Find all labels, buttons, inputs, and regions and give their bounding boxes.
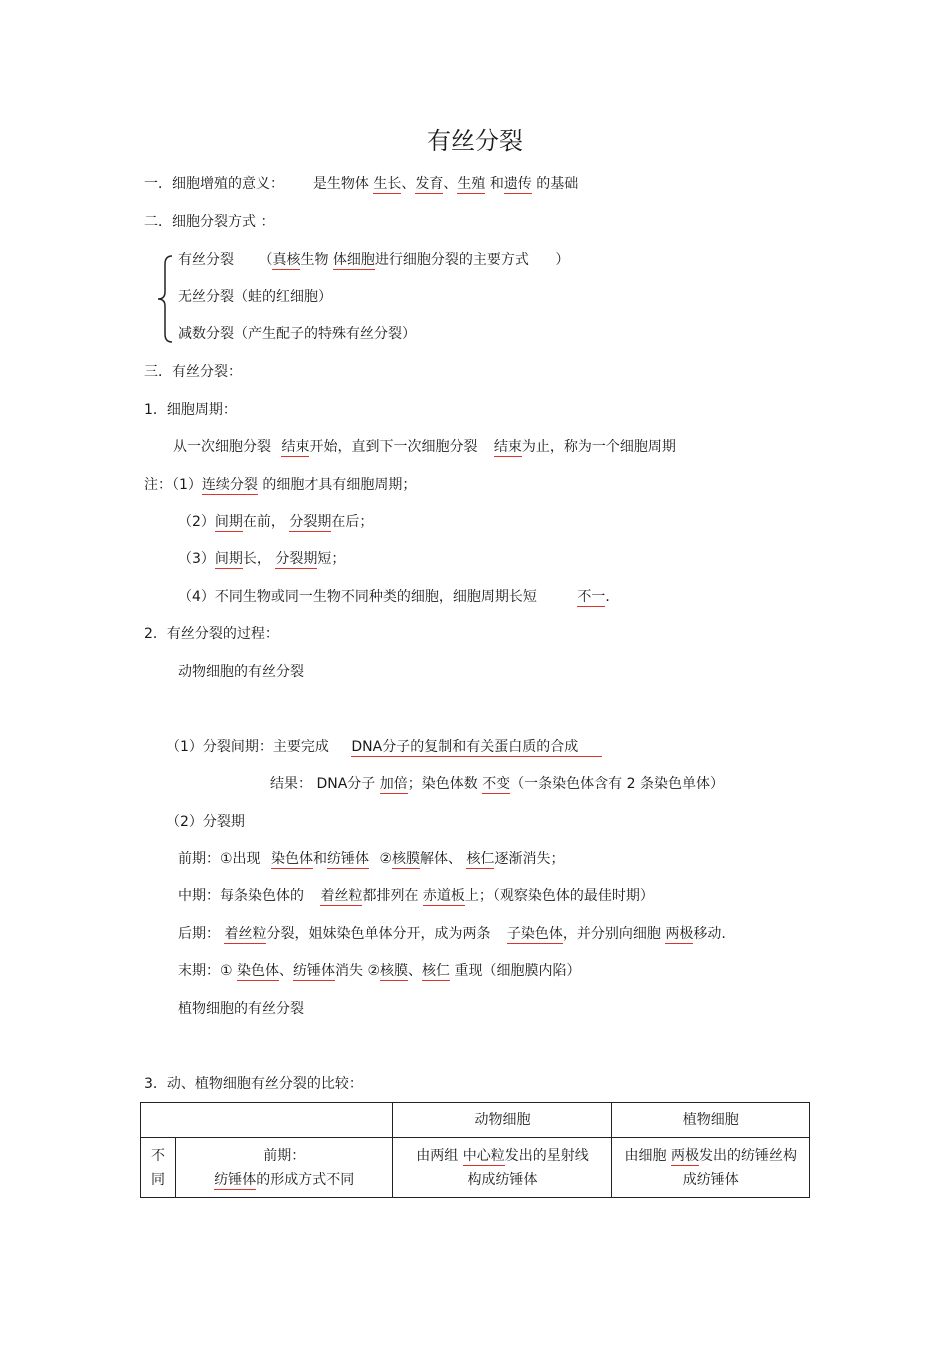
blank-answer: 中心粒 [462,1147,505,1164]
blank-answer: 纺锤体 [293,963,336,979]
blank-answer: DNA分子的复制和有关蛋白质的合成 [351,738,602,757]
method-amitosis: 无丝分裂（蛙的红细胞） [178,289,332,305]
subsection-process: 2．有丝分裂的过程： [144,626,279,642]
animal-mitosis-heading: 动物细胞的有丝分裂 [178,664,304,680]
blank-answer: 两极 [665,926,694,942]
blank-answer: 生长 [373,176,402,192]
table-header-plant: 植物细胞 [612,1103,810,1138]
text: （3） [178,551,215,567]
text: 的细胞才具有细胞周期； [262,477,417,493]
text: ；染色体数 [407,776,478,792]
text: 是生物体 [312,176,369,192]
text: （1）分裂间期：主要完成 [166,739,329,755]
blank-answer: 纺锤体 [327,851,370,867]
blank-answer: 分裂期 [275,551,318,567]
text: 解体、 [420,851,463,867]
text: 逐渐消失； [494,851,565,867]
text: 、 [443,176,458,192]
text: 发出的纺锤丝构 [698,1147,797,1164]
text: 末期：① [178,963,233,979]
blank-answer: 不一 [577,589,606,605]
blank-answer: 核膜 [392,851,421,867]
method-mitosis [178,250,569,270]
text: 从一次细胞分裂 [173,439,271,455]
note-3 [178,549,345,569]
interphase [166,737,602,757]
table-cell-plant [612,1138,810,1198]
blank-answer: 纺锤体 [214,1171,257,1188]
text: 和 [313,851,328,867]
table-cell-aspect [176,1138,393,1198]
text: 、 [279,963,294,979]
blank-answer: 着丝粒 [320,888,363,904]
text: 不 [151,1147,165,1164]
blank-answer: 发育 [415,176,444,192]
section-label: 一．细胞增殖的意义： [144,176,284,192]
text: 构成纺锤体 [467,1171,538,1188]
blank-answer: 核膜 [380,963,409,979]
text: （ [258,252,273,268]
table-cell-animal [393,1138,612,1198]
comparison-table [140,1102,810,1198]
text: 都排列在 [362,888,419,904]
section-mitosis: 三．有丝分裂： [144,364,242,380]
blank-answer: 生殖 [457,176,486,192]
blank-answer: 核仁 [422,963,451,979]
text: （4）不同生物或同一生物不同种类的细胞，细胞周期长短 [178,589,537,605]
table-header-animal: 动物细胞 [393,1103,612,1138]
text: ② [379,851,393,867]
method-meiosis: 减数分裂（产生配子的特殊有丝分裂） [178,326,416,342]
table-cell-difference [141,1138,176,1198]
blank-answer: 子染色体 [506,926,563,942]
blank-answer: 遗传 [503,176,532,192]
blank-answer: 体细胞 [332,252,375,268]
interphase-result [270,774,724,794]
text: （一条染色体含有 2 条染色单体） [510,776,724,792]
text: 同 [151,1171,165,1188]
metaphase [178,886,654,906]
blank-answer: 间期 [214,551,243,567]
note-1 [144,475,416,495]
blank-answer: 核仁 [466,851,495,867]
text: 、 [401,176,416,192]
text: 前期： [263,1147,306,1164]
text: 为止，称为一个细胞周期 [521,439,676,455]
text: 上；（观察染色体的最佳时期） [464,888,654,904]
text: 、 [408,963,423,979]
text: 发出的星射线 [504,1147,589,1164]
section-division-methods: 二．细胞分裂方式 ： [144,214,275,230]
text: 中期：每条染色体的 [178,888,304,904]
blank-answer: 染色体 [271,851,314,867]
blank-answer: 不变 [482,776,511,792]
blank-answer: 结束 [281,439,310,455]
text: 在后； [331,514,374,530]
table-cell-empty [141,1103,393,1138]
text: 移动. [693,926,726,942]
text: 分裂，姐妹染色单体分开，成为两条 [266,926,491,942]
text: ． [605,589,620,605]
text: 长， [242,551,271,567]
blank-answer: 连续分裂 [201,477,258,493]
text: 前期：①出现 [178,851,261,867]
section-significance [144,174,578,194]
text: 短； [317,551,346,567]
text: 进行细胞分裂的主要方式 [374,252,529,268]
cell-cycle-definition [173,437,676,457]
text: ） [555,252,570,268]
blank-answer: 间期 [214,514,243,530]
text: 结果： DNA分子 [270,776,376,792]
table-row [141,1138,810,1198]
subsection-comparison: 3．动、植物细胞有丝分裂的比较： [144,1076,363,1092]
blank-answer: 染色体 [237,963,280,979]
prophase [178,849,564,869]
note-4 [178,587,619,607]
curly-brace-icon [154,254,176,344]
table-header-row [141,1103,810,1138]
text: 在前， [242,514,285,530]
blank-answer: 两极 [670,1147,699,1164]
note-2 [178,512,373,532]
blank-answer: 结束 [493,439,522,455]
text: 的形成方式不同 [256,1171,355,1188]
blank-answer: 赤道板 [422,888,465,904]
text: 的基础 [536,176,579,192]
text: 成纺锤体 [682,1171,739,1188]
text: （2） [178,514,215,530]
text: 后期： [178,926,220,942]
text: 开始，直到下一次细胞分裂 [309,439,478,455]
mitotic-phase-heading: （2）分裂期 [166,814,245,830]
text: 消失 ② [335,963,381,979]
blank-answer: 真核 [272,252,301,268]
text: 注：（1） [144,477,202,493]
text: 有丝分裂 [178,252,234,268]
text: 重现（细胞膜内陷） [454,963,581,979]
text: ，并分别向细胞 [562,926,661,942]
text: 和 [489,176,504,192]
blank-answer: 加倍 [379,776,408,792]
page-title: 有丝分裂 [427,127,523,155]
subsection-cell-cycle: 1．细胞周期： [144,402,237,418]
anaphase [178,924,726,944]
text: 由两组 [416,1147,459,1164]
blank-answer: 着丝粒 [224,926,267,942]
plant-mitosis-heading: 植物细胞的有丝分裂 [178,1001,304,1017]
blank-answer: 分裂期 [289,514,332,530]
telophase [178,961,580,981]
text: 由细胞 [624,1147,667,1164]
text: 生物 [300,252,329,268]
